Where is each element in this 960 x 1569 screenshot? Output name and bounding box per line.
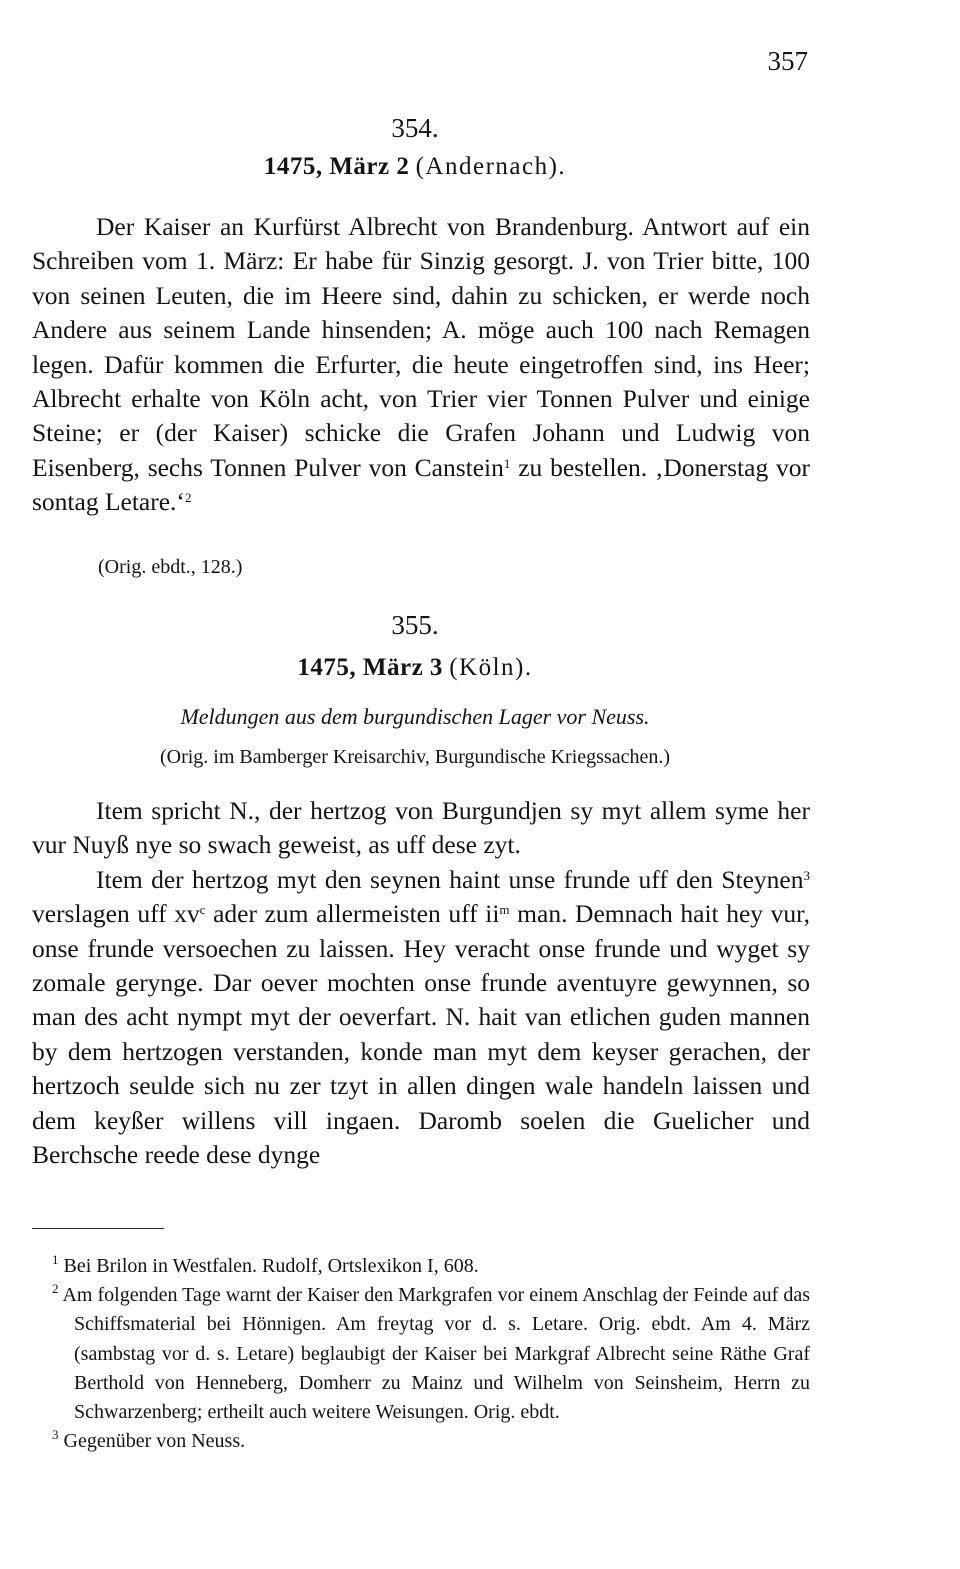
footnote-text: Bei Brilon in Westfalen. Rudolf, Ortslexikon I, 608.: [63, 1255, 479, 1277]
footnotes: [52, 1252, 810, 1456]
entry-text-part: verslagen uff xv: [32, 899, 200, 929]
entry-text-355: [32, 794, 810, 1172]
entry-text-part: Der Kaiser an Kurfürst Albrecht von Brandenburg. Antwort auf ein Schreiben vom 1. März: Er habe für Sinzig gesorgt. J. von Trier bitte, 100 von seinen Leuten, die im Heere sind, dahin zu schicken, er werde noch Andere aus seinem Lande hinsenden; A. möge auch 100 nach Remagen legen. Dafür kommen die Erfurter, die heute eingetroffen sind, ins Heer; Albrecht erhalte von Köln acht, von Trier vier Tonnen Pulver und einige Steine; er (der Kaiser) schicke die Grafen Johann und Ludwig von Eisenberg, sechs Tonnen Pulver von Canstein: [32, 212, 810, 482]
entry-dateline-355: [0, 654, 830, 682]
entry-number-354: 354.: [391, 113, 439, 143]
paragraph: [32, 863, 810, 1173]
footnote-mark: 3: [52, 1427, 59, 1443]
footnote: [52, 1252, 810, 1281]
entry-date: 1475, März 3: [297, 654, 443, 681]
footnote-ref: 3: [803, 867, 810, 883]
footnote-mark: 1: [52, 1252, 59, 1267]
page-number: 357: [767, 46, 808, 76]
footnote-text: Gegenüber von Neuss.: [63, 1430, 246, 1453]
entry-text-part: Item der hertzog myt den seynen haint unse frunde uff den Steynen: [96, 864, 804, 894]
entry-heading: Meldungen aus dem burgundischen Lager vor Neuss.: [180, 704, 650, 729]
superscript-m: m: [499, 902, 510, 918]
footnote: [52, 1427, 810, 1456]
footnote-ref: 2: [184, 490, 192, 506]
entry-place: (Köln).: [449, 654, 533, 681]
entry-text-part: zu bestellen. ‚Donerstag vor sontag Letare.‘: [32, 452, 810, 517]
entry-dateline-354: [0, 153, 830, 181]
footnote: [52, 1281, 810, 1427]
entry-date: 1475, März 2: [263, 153, 410, 180]
paragraph: Item spricht N., der hertzog von Burgundjen sy myt allem syme her vur Nuyß nye so swach geweist, as uff dese zyt.: [32, 796, 810, 860]
entry-place: (Andernach).: [415, 153, 567, 180]
archive-note: (Orig. im Bamberger Kreisarchiv, Burgundische Kriegssachen.): [159, 746, 671, 768]
superscript-c: c: [199, 902, 206, 918]
footnote-text: Am folgenden Tage warnt der Kaiser den Markgrafen vor einem Anschlag der Feinde auf das Schiffsmaterial bei Hönnigen. Am freytag vor d. s. Letare. Orig. ebdt. Am 4. März (sambstag vor d. s. Letare) beglaubigt der Kaiser bei Markgraf Albrecht seine Räthe Graf Berthold von Henneberg, Domherr zu Mainz und Wilhelm von Seinsheim, Herrn zu Schwarzenberg; ertheilt auch weitere Weisungen. Orig. ebdt.: [62, 1284, 810, 1424]
source-note: (Orig. ebdt., 128.): [98, 556, 243, 578]
entry-text-part: ader zum allermeisten uff ii: [205, 899, 500, 929]
footnote-divider: [32, 1228, 164, 1229]
entry-text-part: man. Demnach hait hey vur, onse frunde versoechen zu laissen. Hey veracht onse frunde und wyget sy zomale gerynge. Dar oever mochten onse frunde aventuyre gewynnen, so man des acht nympt myt der oeverfart. N. hait van etlichen guden mannen by dem hertzogen verstanden, konde man myt dem keyser gerachen, der hertzoch seulde sich nu zer tzyt in allen dingen wale handeln laissen und dem keyßer willens vill ingaen. Daromb soelen die Guelicher und Berchsche reede dese dynge: [32, 899, 811, 1170]
entry-text-354: [32, 210, 810, 520]
footnote-mark: 2: [52, 1281, 59, 1297]
entry-number-355: 355.: [391, 610, 439, 640]
footnote-ref: 1: [503, 455, 511, 471]
